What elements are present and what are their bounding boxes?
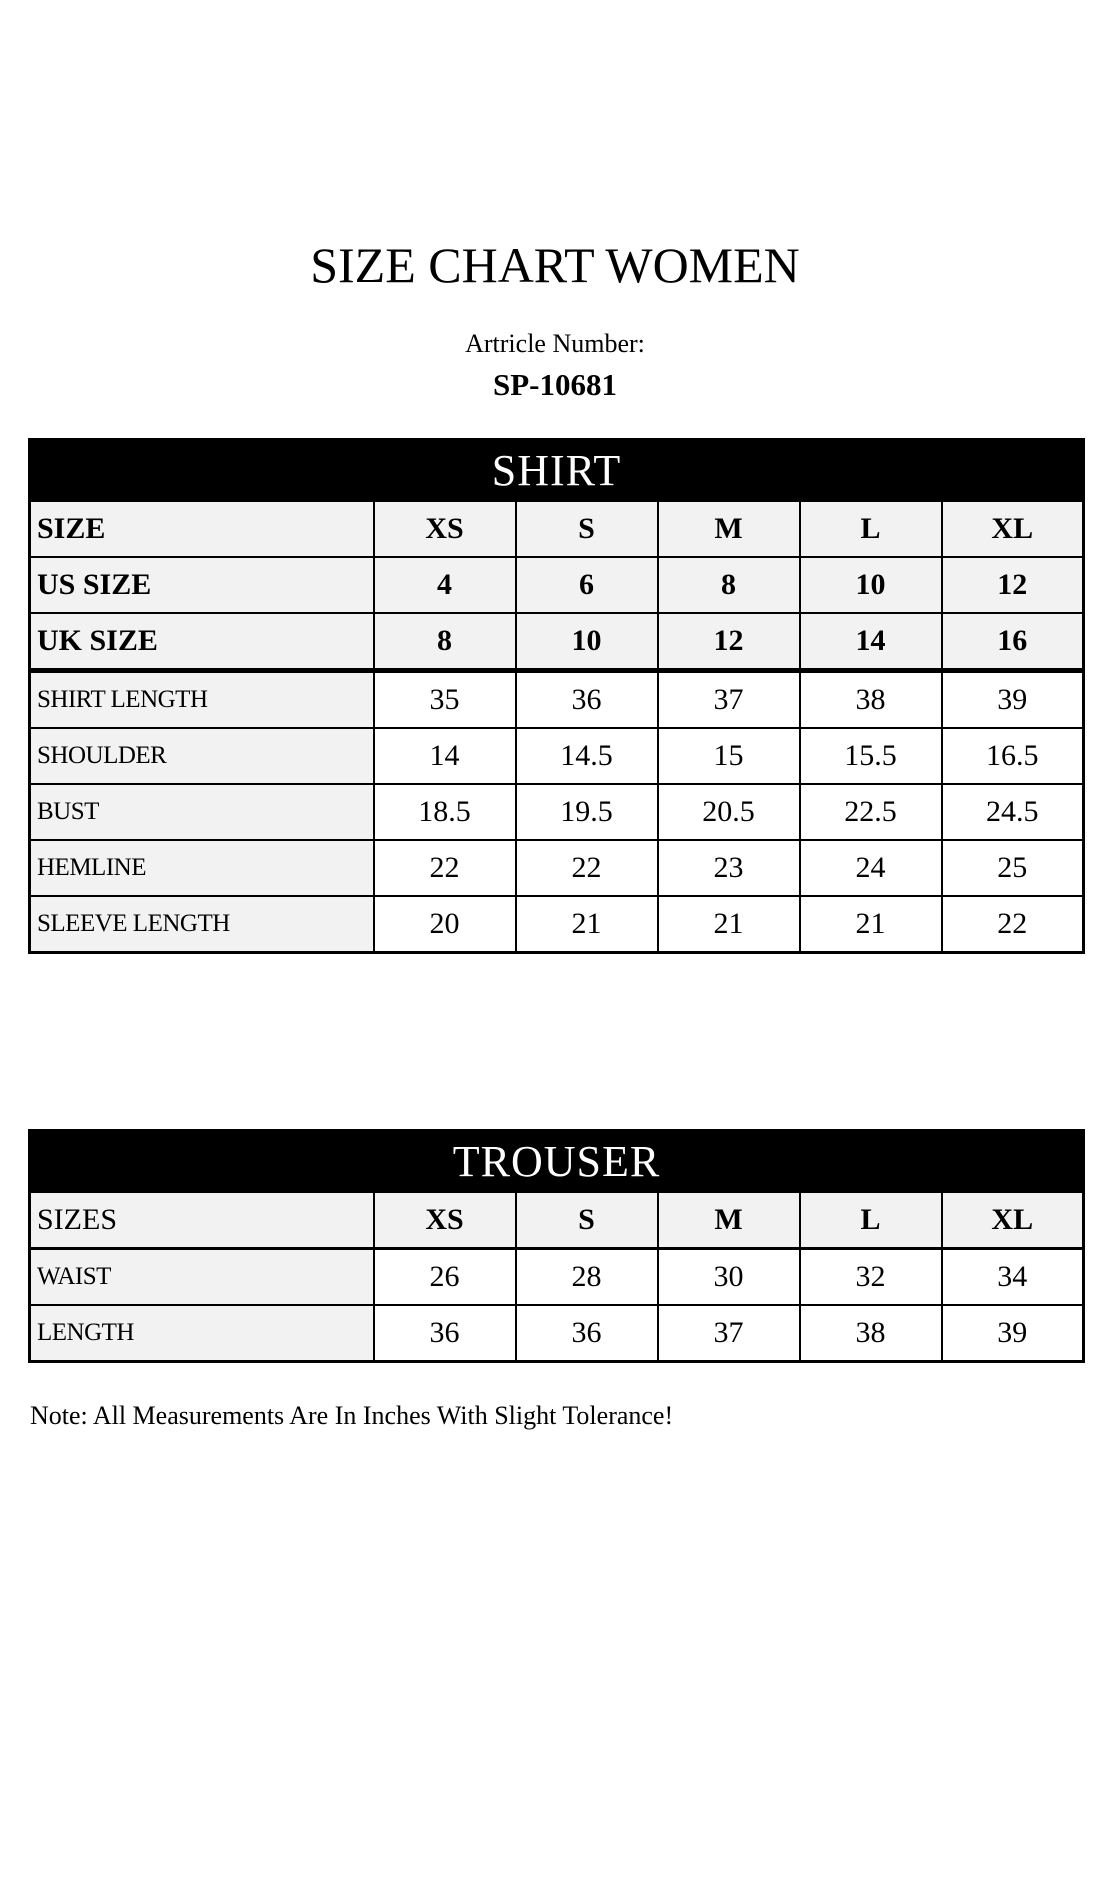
- row-label-cell: SIZES: [30, 1192, 374, 1249]
- value-cell: 21: [658, 896, 800, 953]
- article-number: SP-10681: [493, 367, 617, 402]
- row-label-cell: UK SIZE: [30, 613, 374, 671]
- value-cell: 38: [800, 671, 942, 729]
- value-cell: 19.5: [516, 784, 658, 840]
- value-cell: L: [800, 501, 942, 558]
- shirt-size-table: [28, 438, 1085, 954]
- value-cell: 39: [942, 671, 1084, 729]
- value-cell: 24: [800, 840, 942, 896]
- value-cell: 21: [516, 896, 658, 953]
- row-label-cell: US SIZE: [30, 557, 374, 613]
- value-cell: 18.5: [374, 784, 516, 840]
- table-row: [30, 1192, 1084, 1249]
- value-cell: XS: [374, 1192, 516, 1249]
- value-cell: 22: [516, 840, 658, 896]
- value-cell: 4: [374, 557, 516, 613]
- table-row: [30, 613, 1084, 671]
- trouser-table-title: TROUSER: [30, 1131, 1084, 1192]
- row-label-cell: SHOULDER: [30, 728, 374, 784]
- table-row: [30, 896, 1084, 953]
- value-cell: 22.5: [800, 784, 942, 840]
- row-label-cell: SLEEVE LENGTH: [30, 896, 374, 953]
- value-cell: 15: [658, 728, 800, 784]
- shirt-table-title: SHIRT: [30, 440, 1084, 501]
- value-cell: 22: [942, 896, 1084, 953]
- value-cell: 25: [942, 840, 1084, 896]
- table-row: [30, 840, 1084, 896]
- value-cell: 8: [374, 613, 516, 671]
- value-cell: 14.5: [516, 728, 658, 784]
- value-cell: 20.5: [658, 784, 800, 840]
- trouser-size-table: [28, 1129, 1085, 1363]
- value-cell: 36: [374, 1305, 516, 1362]
- value-cell: 15.5: [800, 728, 942, 784]
- value-cell: 37: [658, 1305, 800, 1362]
- value-cell: 23: [658, 840, 800, 896]
- value-cell: XL: [942, 1192, 1084, 1249]
- table-row: [30, 784, 1084, 840]
- value-cell: 37: [658, 671, 800, 729]
- table-row: [30, 671, 1084, 729]
- value-cell: S: [516, 1192, 658, 1249]
- value-cell: 34: [942, 1249, 1084, 1306]
- value-cell: 30: [658, 1249, 800, 1306]
- value-cell: 22: [374, 840, 516, 896]
- value-cell: 16.5: [942, 728, 1084, 784]
- value-cell: 35: [374, 671, 516, 729]
- value-cell: M: [658, 501, 800, 558]
- value-cell: 28: [516, 1249, 658, 1306]
- value-cell: 10: [800, 557, 942, 613]
- value-cell: 24.5: [942, 784, 1084, 840]
- row-label-cell: SIZE: [30, 501, 374, 558]
- row-label-cell: LENGTH: [30, 1305, 374, 1362]
- value-cell: 20: [374, 896, 516, 953]
- table-row: [30, 728, 1084, 784]
- value-cell: 14: [800, 613, 942, 671]
- value-cell: 8: [658, 557, 800, 613]
- row-label-cell: BUST: [30, 784, 374, 840]
- value-cell: 26: [374, 1249, 516, 1306]
- table-row: [30, 501, 1084, 558]
- value-cell: 12: [942, 557, 1084, 613]
- article-number-label: Artricle Number:: [465, 329, 645, 358]
- row-label-cell: WAIST: [30, 1249, 374, 1306]
- page-title: SIZE CHART WOMEN: [310, 237, 800, 293]
- value-cell: XS: [374, 501, 516, 558]
- value-cell: 10: [516, 613, 658, 671]
- trouser-title-band: [30, 1131, 1084, 1192]
- value-cell: 12: [658, 613, 800, 671]
- row-label-cell: SHIRT LENGTH: [30, 671, 374, 729]
- value-cell: 32: [800, 1249, 942, 1306]
- table-row: [30, 1305, 1084, 1362]
- shirt-title-band: [30, 440, 1084, 501]
- value-cell: M: [658, 1192, 800, 1249]
- value-cell: 6: [516, 557, 658, 613]
- value-cell: 16: [942, 613, 1084, 671]
- value-cell: 38: [800, 1305, 942, 1362]
- row-label-cell: HEMLINE: [30, 840, 374, 896]
- value-cell: S: [516, 501, 658, 558]
- value-cell: 36: [516, 1305, 658, 1362]
- value-cell: L: [800, 1192, 942, 1249]
- value-cell: 21: [800, 896, 942, 953]
- table-row: [30, 1249, 1084, 1306]
- value-cell: 39: [942, 1305, 1084, 1362]
- value-cell: XL: [942, 501, 1084, 558]
- value-cell: 36: [516, 671, 658, 729]
- table-row: [30, 557, 1084, 613]
- value-cell: 14: [374, 728, 516, 784]
- note-text: Note: All Measurements Are In Inches With Slight Tolerance!: [30, 1401, 674, 1430]
